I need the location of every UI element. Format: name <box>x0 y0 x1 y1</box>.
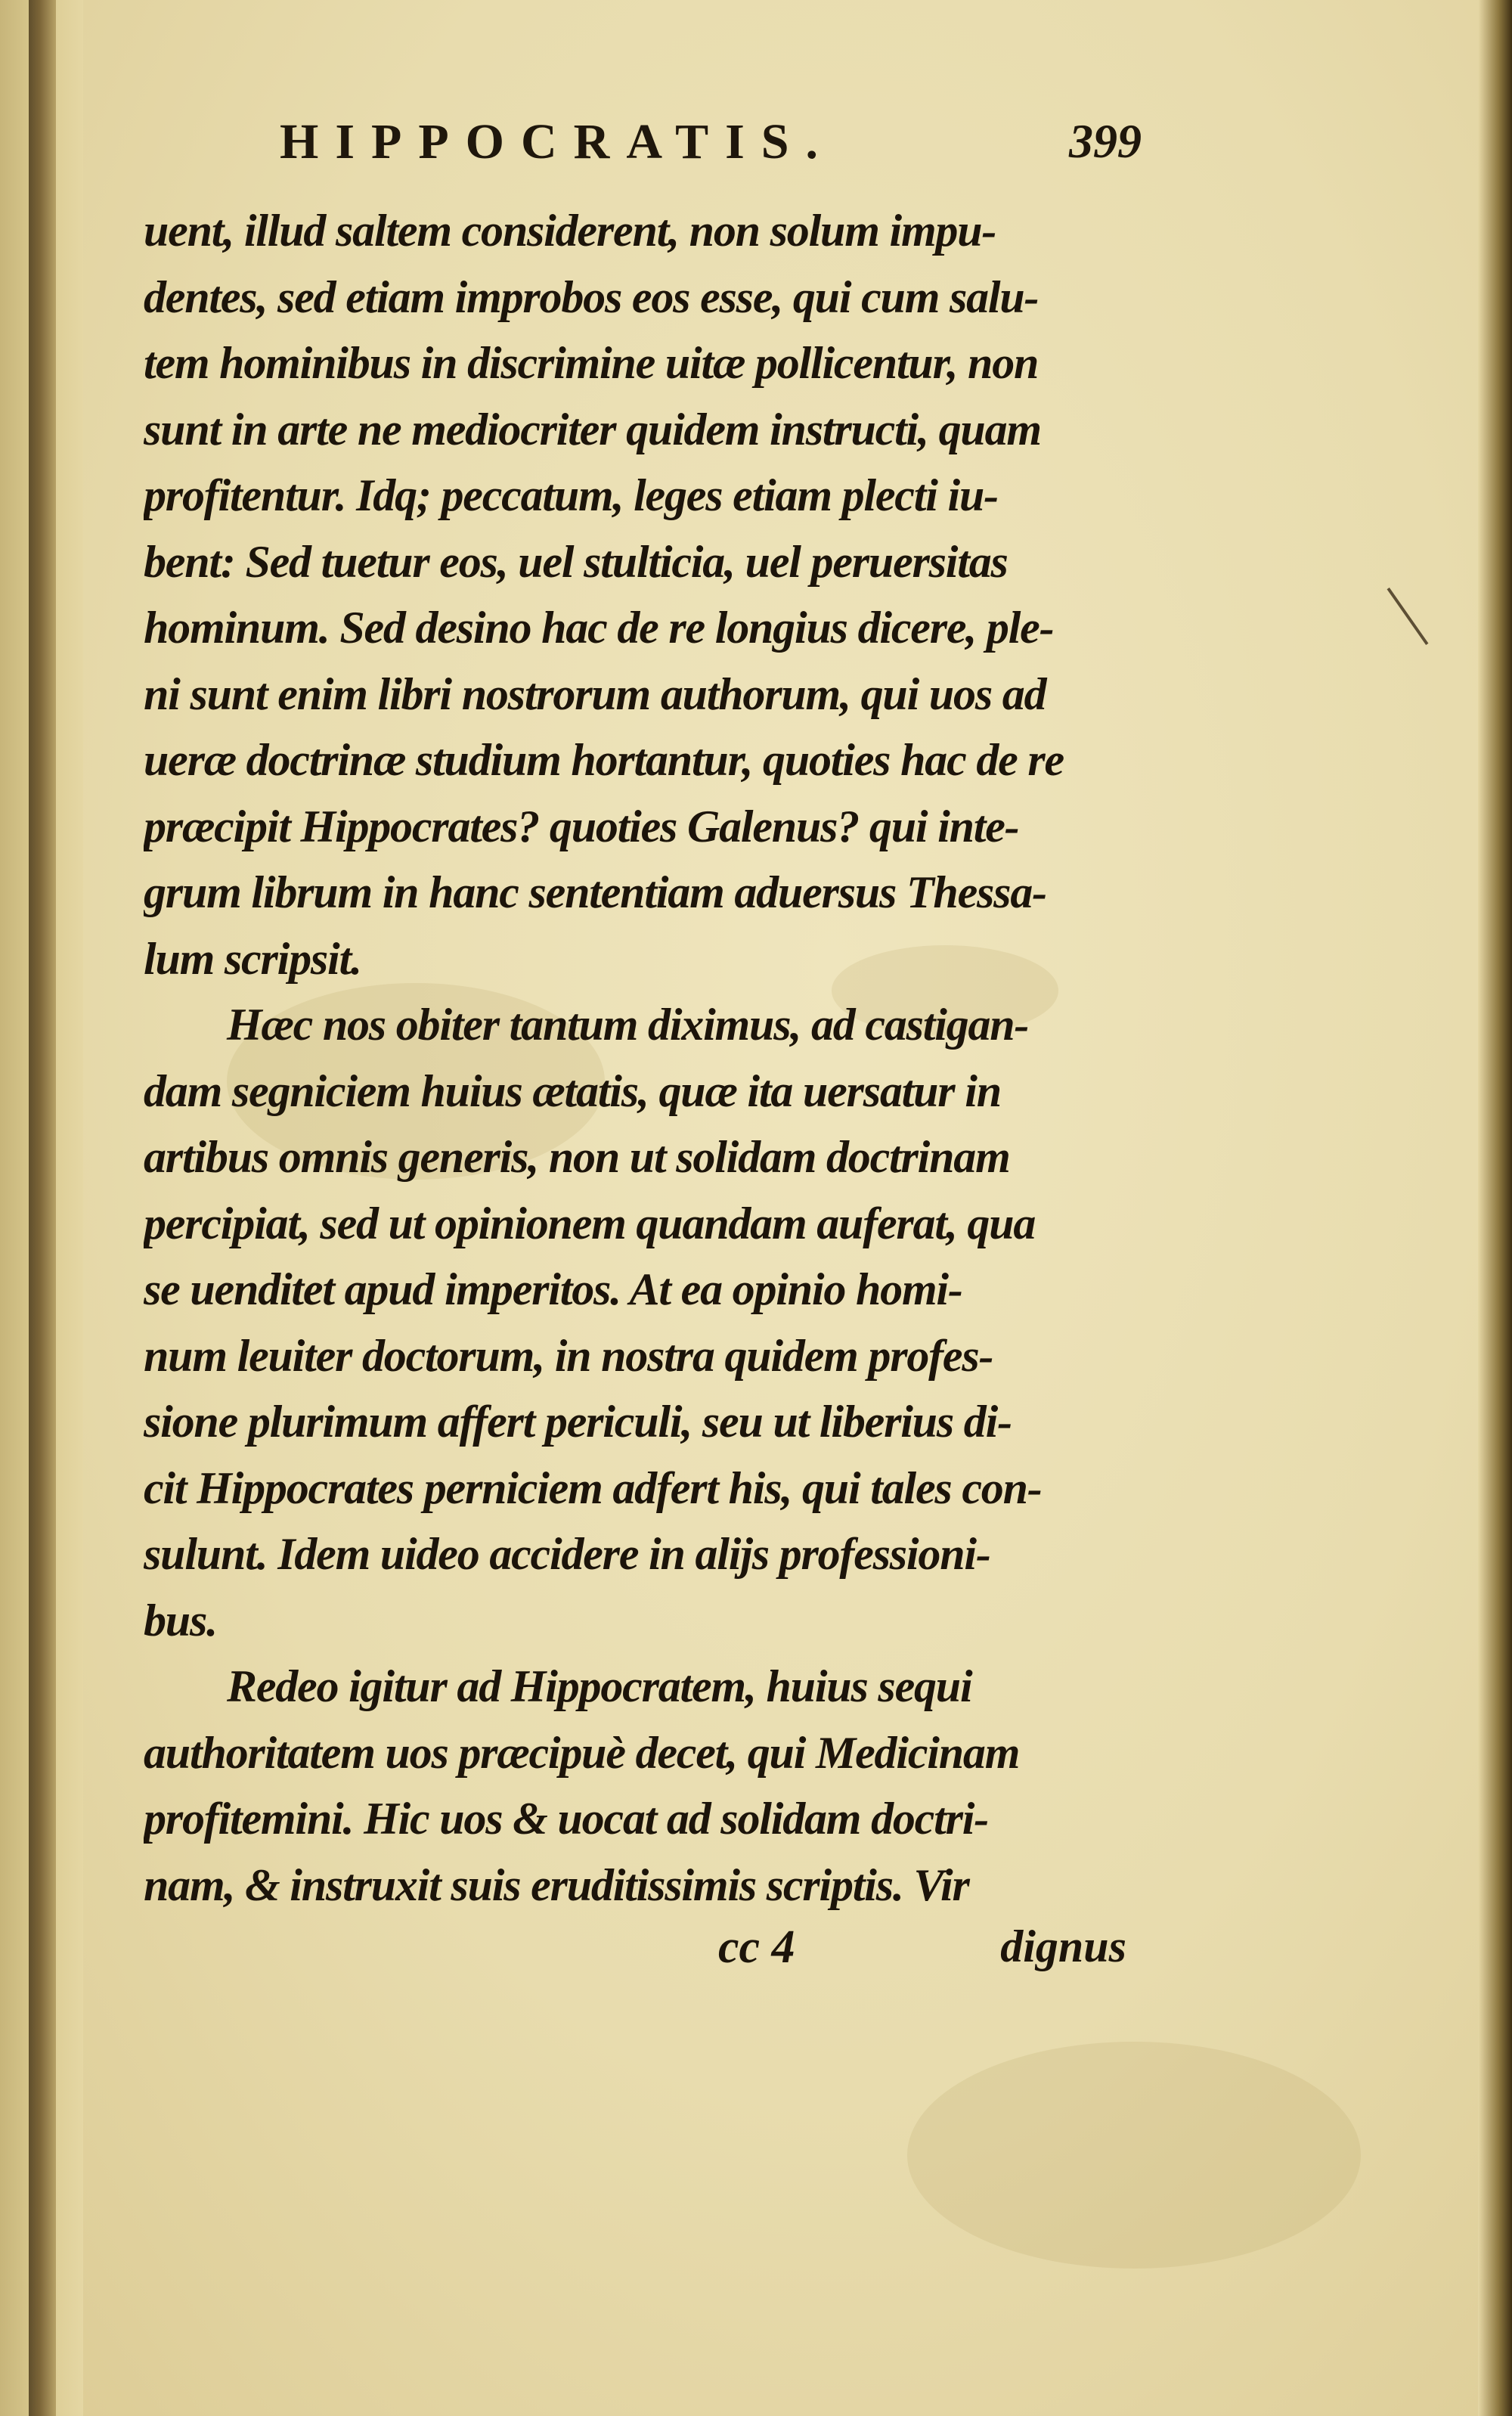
running-title: HIPPOCRATIS. <box>280 114 835 169</box>
text-line: percipiat, sed ut opinionem quandam auferat, qua <box>144 1198 1036 1248</box>
page-edge <box>1478 0 1512 2416</box>
text-line: grum librum in hanc sententiam aduersus Thessa- <box>144 867 1046 917</box>
text-line: bus. <box>144 1595 217 1645</box>
text-line: cit Hippocrates perniciem adfert his, qui tales con- <box>144 1462 1042 1513</box>
text-line: artibus omnis generis, non ut solidam doctrinam <box>144 1132 1010 1182</box>
catchword: dignus <box>1000 1921 1126 1971</box>
paragraph-start-line: Hæc nos obiter tantum diximus, ad castigan- <box>227 1000 1029 1050</box>
text-line: sione plurimum affert periculi, seu ut liberius di- <box>144 1397 1012 1447</box>
text-line: bent: Sed tuetur eos, uel stulticia, uel peruersitas <box>144 536 1008 587</box>
page-number: 399 <box>1069 114 1142 168</box>
text-line: dam segniciem huius ætatis, quæ ita uersatur in <box>144 1065 1001 1116</box>
text-line: profitentur. Idq; peccatum, leges etiam plecti iu- <box>144 470 998 520</box>
binding-shadow <box>29 0 56 2416</box>
text-line: authoritatem uos præcipuè decet, qui Medicinam <box>144 1727 1020 1778</box>
text-line: hominum. Sed desino hac de re longius dicere, ple- <box>144 603 1054 653</box>
text-line: nam, & instruxit suis eruditissimis scriptis. Vir <box>144 1859 969 1910</box>
text-line: tem hominibus in discrimine uitæ pollicentur, non <box>144 338 1039 388</box>
text-line: ni sunt enim libri nostrorum authorum, qui uos ad <box>144 668 1046 719</box>
text-line: ueræ doctrinæ studium hortantur, quoties hac de re <box>144 735 1064 785</box>
page-footer <box>718 1921 1126 1989</box>
text-line: sunt in arte ne mediocriter quidem instructi, quam <box>144 404 1041 454</box>
text-line: dentes, sed etiam improbos eos esse, qui cum salu- <box>144 271 1039 322</box>
text-line: num leuiter doctorum, in nostra quidem profes- <box>144 1330 993 1381</box>
paper-stain <box>907 2042 1361 2269</box>
text-line: sulunt. Idem uideo accidere in alijs professioni- <box>144 1529 990 1579</box>
page-header <box>280 113 1142 189</box>
text-line: profitemini. Hic uos & uocat ad solidam doctri- <box>144 1794 988 1844</box>
text-line: lum scripsit. <box>144 933 361 984</box>
paragraph-start-line: Redeo igitur ad Hippocratem, huius sequi <box>227 1661 972 1711</box>
text-line: se uenditet apud imperitos. At ea opinio homi- <box>144 1264 962 1314</box>
text-line: uent, illud saltem considerent, non solum impu- <box>144 206 996 256</box>
body-text <box>144 198 1126 1918</box>
signature-mark: cc 4 <box>718 1921 795 1973</box>
text-line: præcipit Hippocrates? quoties Galenus? qui inte- <box>144 801 1019 851</box>
